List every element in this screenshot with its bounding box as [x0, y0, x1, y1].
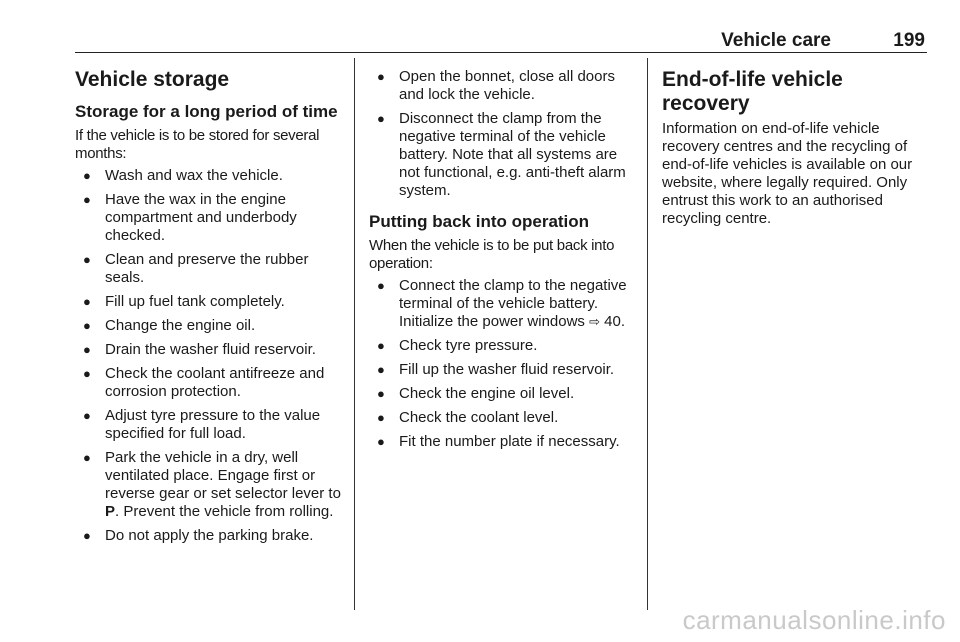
column-left	[75, 58, 343, 551]
list-item: ● Have the wax in the engine compartment and underbody checked.	[83, 191, 297, 244]
operation-intro: When the vehicle is to be put back into operation:	[369, 237, 615, 272]
section-title: Vehicle care	[721, 30, 831, 51]
list-item: ● Check the coolant level.	[377, 409, 559, 426]
heading-end-of-life-recovery: End-of-life vehicle recovery	[662, 68, 843, 115]
list-item: ● Park the vehicle in a dry, well ventilated place. Engage first or reverse gear or set selector lever to P. Prevent the vehicle from rolling.	[83, 449, 341, 520]
list-item: ● Connect the clamp to the negative terminal of the vehicle battery. Initialize the power windows ⇨ 40.	[377, 277, 627, 330]
bullet-icon: ●	[377, 434, 385, 449]
bullet-icon: ●	[83, 366, 91, 381]
list-item: ● Do not apply the parking brake.	[83, 527, 314, 544]
list-item: ● Check the engine oil level.	[377, 385, 575, 402]
column-divider-2	[647, 58, 648, 610]
bullet-icon: ●	[83, 318, 91, 333]
subheading-back-into-operation: Putting back into operation	[369, 212, 590, 231]
bullet-icon: ●	[83, 528, 91, 543]
bullet-icon: ●	[377, 111, 385, 126]
operation-list	[369, 277, 634, 451]
list-item: ● Fit the number plate if necessary.	[377, 433, 620, 450]
list-item: ● Disconnect the clamp from the negative terminal of the vehicle battery. Note that all systems are not functional, e.g. anti-theft alarm system.	[377, 110, 626, 199]
page-reference[interactable]: 40.	[600, 313, 626, 330]
column-divider-1	[354, 58, 355, 610]
bullet-icon: ●	[377, 362, 385, 377]
bullet-icon: ●	[83, 294, 91, 309]
bullet-icon: ●	[83, 450, 91, 465]
bullet-icon: ●	[83, 408, 91, 423]
list-item: ● Drain the washer fluid reservoir.	[83, 341, 316, 358]
page-reference-arrow-icon[interactable]: ⇨	[589, 314, 600, 329]
storage-list	[75, 167, 343, 545]
column-middle	[369, 58, 634, 457]
list-item: ● Change the engine oil.	[83, 317, 256, 334]
heading-vehicle-storage: Vehicle storage	[75, 68, 230, 91]
bullet-icon: ●	[377, 278, 385, 293]
bullet-icon: ●	[377, 410, 385, 425]
bullet-icon: ●	[83, 168, 91, 183]
bullet-icon: ●	[83, 252, 91, 267]
list-item: ● Fill up fuel tank completely.	[83, 293, 285, 310]
storage-list-continued	[369, 68, 634, 200]
page-header	[75, 26, 927, 53]
page-number: 199	[893, 30, 925, 51]
subheading-long-storage: Storage for a long period of time	[75, 102, 338, 121]
list-item: ● Open the bonnet, close all doors and lock the vehicle.	[377, 68, 615, 103]
bullet-icon: ●	[83, 342, 91, 357]
watermark: carmanualsonline.info	[682, 605, 946, 635]
bullet-icon: ●	[377, 338, 385, 353]
list-item: ● Clean and preserve the rubber seals.	[83, 251, 309, 286]
column-right	[662, 58, 930, 228]
list-item: ● Check tyre pressure.	[377, 337, 538, 354]
storage-intro: If the vehicle is to be stored for several months:	[75, 127, 320, 162]
list-item: ● Wash and wax the vehicle.	[83, 167, 283, 184]
gear-p-label: P	[105, 503, 116, 520]
list-item: ● Check the coolant antifreeze and corrosion protection.	[83, 365, 325, 400]
bullet-icon: ●	[377, 69, 385, 84]
bullet-icon: ●	[83, 192, 91, 207]
list-item: ● Fill up the washer fluid reservoir.	[377, 361, 615, 378]
end-of-life-body: Information on end-of-life vehicle recovery centres and the recycling of end-of-life vehicles is available on our website, where legally required. Only entrust this work to an authorised recycling centre.	[662, 120, 913, 227]
list-item: ● Adjust tyre pressure to the value specified for full load.	[83, 407, 321, 442]
bullet-icon: ●	[377, 386, 385, 401]
